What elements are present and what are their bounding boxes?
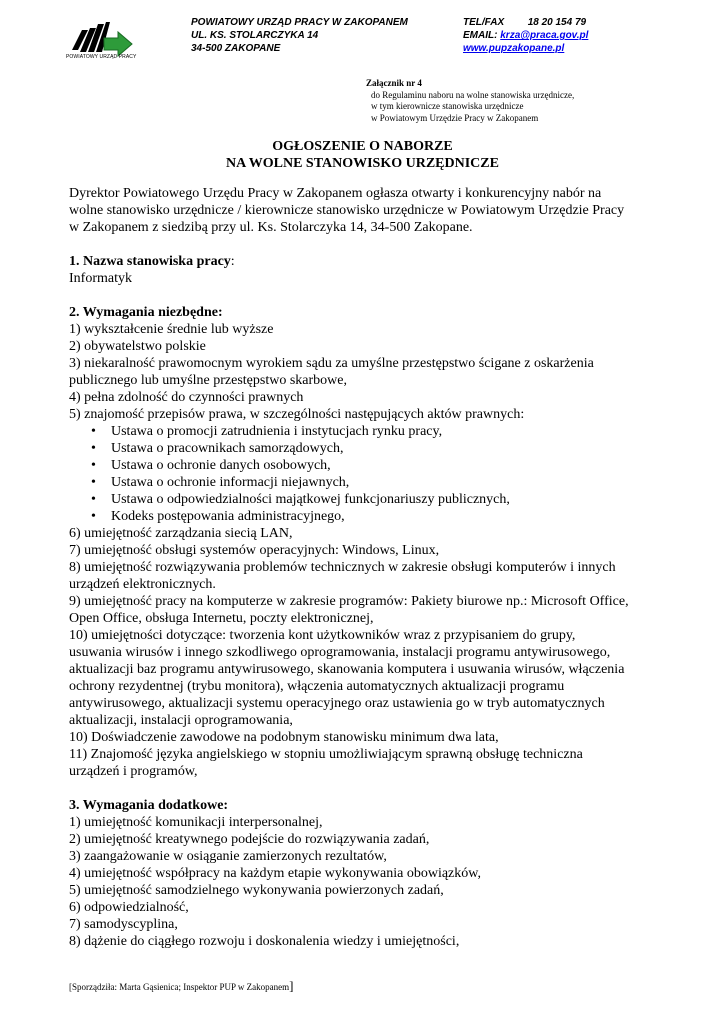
intro-line: wolne stanowisko urzędnicze / kierownicze stanowisko urzędnicze w Powiatowym Urzędzie Pracy [69, 203, 625, 218]
requirement-line: aktualizacji, instalacji oprogramowania, [69, 713, 293, 728]
requirement-line: urządzeń i programów, [69, 764, 198, 779]
document-body [69, 185, 669, 950]
requirement-line: 8) umiejętność rozwiązywania problemów technicznych w zakresie obsługi komputerów i innych [69, 560, 616, 575]
requirement-line: 10) umiejętności dotyczące: tworzenia kont użytkowników wraz z przypisaniem do grupy, [69, 628, 576, 643]
tel-label: TEL/FAX [463, 17, 505, 28]
intro-line: w Zakopanem z siedzibą przy ul. Ks. Stolarczyka 14, 34-500 Zakopane. [69, 220, 473, 235]
section-1-colon: : [230, 254, 235, 269]
requirement-line: usuwania wirusów i innego szkodliwego oprogramowania, instalacji programu antywirusowego, [69, 645, 611, 660]
section-3-heading: 3. Wymagania dodatkowe: [69, 798, 229, 813]
requirement-line: 7) umiejętność obsługi systemów operacyjnych: Windows, Linux, [69, 543, 440, 558]
annex-line: do Regulaminu naboru na wolne stanowiska urzędnicze, [371, 89, 575, 100]
annex-title: Załącznik nr 4 [366, 78, 422, 88]
requirement-line: 9) umiejętność pracy na komputerze w zakresie programów: Pakiety biurowe np.: Microsoft Office, [69, 594, 629, 609]
requirement-line: 6) umiejętność zarządzania siecią LAN, [69, 526, 293, 541]
email-row [463, 29, 588, 42]
intro-line: Dyrektor Powiatowego Urzędu Pracy w Zakopanem ogłasza otwarty i konkurencyjny nabór na [69, 186, 602, 201]
additional-requirement-line: 4) umiejętność współpracy na każdym etapie wykonywania obowiązków, [69, 866, 481, 881]
letterhead-address [191, 16, 408, 55]
additional-requirement-line: 5) umiejętność samodzielnego wykonywania powierzonych zadań, [69, 883, 444, 898]
email-label: EMAIL: [463, 30, 498, 41]
requirement-line: 1) wykształcenie średnie lub wyższe [69, 322, 274, 337]
legal-act-item: • Ustawa o promocji zatrudnienia i instytucjach rynku pracy, [69, 423, 669, 440]
requirement-line: aktualizacji baz programu antywirusowego, skanowania komputera i usuwania wirusów, włączenia [69, 662, 625, 677]
legal-acts-list [69, 423, 669, 525]
additional-requirement-line: 1) umiejętność komunikacji interpersonalnej, [69, 815, 323, 830]
additional-requirement-line: 6) odpowiedzialność, [69, 900, 189, 915]
requirement-line: Open Office, obsługa Internetu, poczty elektronicznej, [69, 611, 374, 626]
legal-act-item: • Kodeks postępowania administracyjnego, [69, 508, 669, 525]
legal-act-item: • Ustawa o pracownikach samorządowych, [69, 440, 669, 457]
additional-requirement-line: 3) zaangażowanie w osiąganie zamierzonych rezultatów, [69, 849, 387, 864]
document-title [0, 138, 725, 172]
additional-requirement-line: 7) samodyscyplina, [69, 917, 178, 932]
requirement-line: ochrony rezydentnej (trybu monitora), włączenia automatycznych aktualizacji programu [69, 679, 565, 694]
letterhead-contact [463, 16, 588, 55]
footer-note [69, 980, 293, 993]
tel-row [463, 16, 588, 29]
requirement-line: 11) Znajomość języka angielskiego w stopniu umożliwiającym sprawną obsługę techniczna [69, 747, 583, 762]
section-1-title: 1. Nazwa stanowiska pracy [69, 254, 231, 269]
legal-act-item: • Ustawa o ochronie informacji niejawnych, [69, 474, 669, 491]
additional-requirement-line: 8) dążenie do ciągłego rozwoju i doskonalenia wiedzy i umiejętności, [69, 934, 460, 949]
annex-line: w Powiatowym Urzędzie Pracy w Zakopanem [371, 112, 539, 123]
section-2-heading: 2. Wymagania niezbędne: [69, 305, 223, 320]
requirement-line: 3) niekaralność prawomocnym wyrokiem sądu za umyślne przestępstwo ścigane z oskarżenia [69, 356, 594, 371]
logo-caption: POWIATOWY URZĄD PRACY [66, 54, 137, 60]
footer-author: Sporządziła: Marta Gąsienica; Inspektor PUP w Zakopanem [72, 982, 290, 992]
annex-line: w tym kierownicze stanowiska urzędnicze [371, 101, 524, 112]
requirement-line: publicznego lub umyślne przestępstwo skarbowe, [69, 373, 347, 388]
requirement-line: 4) pełna zdolność do czynności prawnych [69, 390, 304, 405]
requirement-line: 2) obywatelstwo polskie [69, 339, 206, 354]
annex-note [366, 78, 574, 124]
www-row [463, 42, 588, 55]
email-link[interactable]: krza@praca.gov.pl [500, 30, 589, 41]
requirement-line: urządzeń elektronicznych. [69, 577, 216, 592]
office-city: 34-500 ZAKOPANE [191, 43, 281, 54]
additional-requirement-line: 2) umiejętność kreatywnego podejście do rozwiązywania zadań, [69, 832, 430, 847]
title-line-2: NA WOLNE STANOWISKO URZĘDNICZE [226, 156, 499, 171]
footer-open-bracket: [ [69, 982, 72, 992]
title-line-1: OGŁOSZENIE O NABORZE [272, 139, 453, 154]
office-street: UL. KS. STOLARCZYKA 14 [191, 30, 319, 41]
section-1-value: Informatyk [69, 271, 132, 286]
legal-act-item: • Ustawa o odpowiedzialności majątkowej funkcjonariuszy publicznych, [69, 491, 669, 508]
office-name: POWIATOWY URZĄD PRACY W ZAKOPANEM [191, 17, 408, 28]
legal-act-item: • Ustawa o ochronie danych osobowych, [69, 457, 669, 474]
requirement-line: antywirusowego, aktualizacji systemu operacyjnego oraz ustawienia go w tryb automatycznych [69, 696, 605, 711]
requirement-line: 10) Doświadczenie zawodowe na podobnym stanowisku minimum dwa lata, [69, 730, 499, 745]
requirement-line: 5) znajomość przepisów prawa, w szczególności następujących aktów prawnych: [69, 407, 525, 422]
section-1-heading [69, 253, 669, 270]
www-link[interactable]: www.pupzakopane.pl [463, 43, 565, 54]
footer-close-bracket: ] [289, 978, 294, 993]
tel-value: 18 20 154 79 [527, 17, 587, 28]
